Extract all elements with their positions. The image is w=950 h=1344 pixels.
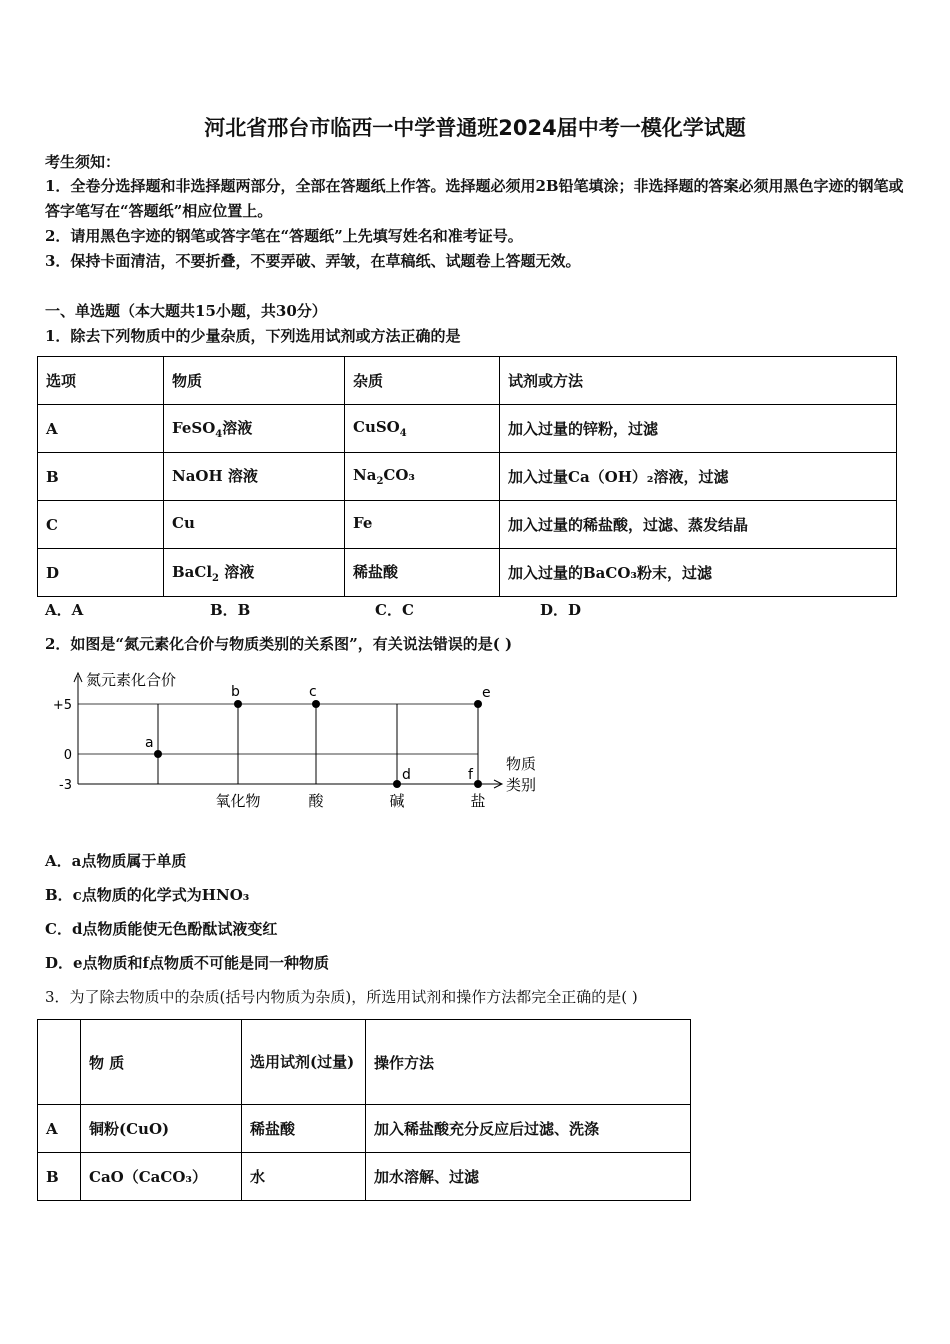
option-cell: B bbox=[38, 1153, 81, 1201]
option-cell: B bbox=[38, 453, 164, 501]
point-b bbox=[234, 700, 242, 708]
method-cell: 加入过量的锌粉，过滤 bbox=[500, 405, 897, 453]
option-cell: A bbox=[38, 1105, 81, 1153]
impurity-cell: Fe bbox=[345, 501, 500, 549]
table-row bbox=[38, 549, 897, 597]
x-axis-label: 类别 bbox=[506, 776, 537, 794]
impurity-cell: $Na_2CO_3$ bbox=[345, 453, 500, 501]
choice-a[interactable]: A．A bbox=[45, 601, 84, 619]
option-cell: D bbox=[38, 549, 164, 597]
header-cell: 物 质 bbox=[81, 1020, 242, 1105]
q2-choice-b[interactable]: B．c点物质的化学式为HNO₃ bbox=[45, 886, 250, 904]
impurity-cell: CuSO$_4$ bbox=[345, 405, 500, 453]
q1-stem: 1．除去下列物质中的少量杂质，下列选用试剂或方法正确的是 bbox=[45, 327, 461, 345]
choice-b[interactable]: B．B bbox=[210, 601, 251, 619]
header-cell bbox=[38, 1020, 81, 1105]
section-heading: 一、单选题（本大题共15小题，共30分） bbox=[45, 302, 327, 320]
point-label-d: d bbox=[402, 767, 411, 783]
table-header-row bbox=[38, 1020, 691, 1105]
method-cell: 加水溶解、过滤 bbox=[366, 1153, 691, 1201]
notice-item-1: 1．全卷分选择题和非选择题两部分，全部在答题纸上作答。选择题必须用2B铅笔填涂；非选择题的答案必须用黑色字迹的钢笔或答字笔写在“答题纸”相应位置上。 bbox=[45, 177, 904, 220]
table-row bbox=[38, 1153, 691, 1201]
q3-table bbox=[37, 1019, 691, 1201]
substance-cell: 铜粉(CuO) bbox=[81, 1105, 242, 1153]
substance-cell: NaOH 溶液 bbox=[164, 453, 345, 501]
notice-heading: 考生须知： bbox=[45, 153, 121, 171]
x-tick-label: 酸 bbox=[308, 792, 324, 810]
point-label-c: c bbox=[309, 684, 317, 700]
reagent-cell: 稀盐酸 bbox=[242, 1105, 366, 1153]
substance-cell: Cu bbox=[164, 501, 345, 549]
page-title: 河北省邢台市临西一中学普通班2024届中考一模化学试题 bbox=[204, 116, 746, 140]
method-cell: 加入过量Ca（OH）₂溶液，过滤 bbox=[500, 453, 897, 501]
header-cell: 物质 bbox=[164, 357, 345, 405]
method-cell: 加入过量的BaCO₃粉末，过滤 bbox=[500, 549, 897, 597]
method-cell: 加入稀盐酸充分反应后过滤、洗涤 bbox=[366, 1105, 691, 1153]
q2-choice-d[interactable]: D．e点物质和f点物质不可能是同一种物质 bbox=[45, 954, 330, 972]
y-tick-label: 0 bbox=[63, 748, 72, 763]
header-cell: 选项 bbox=[38, 357, 164, 405]
header-cell: 杂质 bbox=[345, 357, 500, 405]
table-header-row bbox=[38, 357, 897, 405]
point-f bbox=[474, 780, 482, 788]
option-cell: C bbox=[38, 501, 164, 549]
header-cell: 试剂或方法 bbox=[500, 357, 897, 405]
method-cell: 加入过量的稀盐酸，过滤、蒸发结晶 bbox=[500, 501, 897, 549]
header-cell: 操作方法 bbox=[366, 1020, 691, 1105]
q2-choice-c[interactable]: C．d点物质能使无色酚酞试液变红 bbox=[45, 920, 278, 938]
q2-choice-a[interactable]: A．a点物质属于单质 bbox=[45, 852, 187, 870]
point-e bbox=[474, 700, 482, 708]
point-label-e: e bbox=[482, 685, 491, 701]
q2-stem: 2．如图是“氮元素化合价与物质类别的关系图”，有关说法错误的是( ) bbox=[45, 635, 513, 653]
y-tick-label: -3 bbox=[59, 778, 72, 793]
x-tick-label: 碱 bbox=[389, 792, 405, 810]
table-row bbox=[38, 501, 897, 549]
x-tick-label: 氧化物 bbox=[215, 792, 261, 810]
q3-stem: 3．为了除去物质中的杂质(括号内物质为杂质)，所选用试剂和操作方法都完全正确的是( ) bbox=[45, 988, 638, 1006]
x-tick-label: 盐 bbox=[470, 792, 486, 810]
table-row bbox=[38, 1105, 691, 1153]
point-label-a: a bbox=[145, 735, 154, 751]
y-tick-label: +5 bbox=[52, 698, 72, 713]
substance-cell: BaCl$_2$ 溶液 bbox=[164, 549, 345, 597]
point-label-b: b bbox=[231, 684, 240, 700]
notice-item-3: 3．保持卡面清洁，不要折叠，不要弄破、弄皱，在草稿纸、试题卷上答题无效。 bbox=[45, 252, 581, 270]
y-axis-label: 氮元素化合价 bbox=[86, 671, 177, 689]
impurity-cell: 稀盐酸 bbox=[345, 549, 500, 597]
point-d bbox=[393, 780, 401, 788]
reagent-cell: 水 bbox=[242, 1153, 366, 1201]
nitrogen-valence-chart bbox=[40, 664, 560, 824]
table-row bbox=[38, 405, 897, 453]
point-c bbox=[312, 700, 320, 708]
point-a bbox=[154, 750, 162, 758]
notice-item-2: 2．请用黑色字迹的钢笔或答字笔在“答题纸”上先填写姓名和准考证号。 bbox=[45, 227, 523, 245]
point-label-f: f bbox=[468, 767, 473, 783]
option-cell: A bbox=[38, 405, 164, 453]
substance-cell: CaO（CaCO₃） bbox=[81, 1153, 242, 1201]
substance-cell: FeSO$_4$溶液 bbox=[164, 405, 345, 453]
x-axis-label: 物质 bbox=[506, 755, 537, 773]
q1-table bbox=[37, 356, 897, 597]
header-cell: 选用试剂(过量) bbox=[242, 1020, 366, 1105]
choice-c[interactable]: C．C bbox=[375, 601, 414, 619]
choice-d[interactable]: D．D bbox=[540, 601, 582, 619]
table-row bbox=[38, 453, 897, 501]
